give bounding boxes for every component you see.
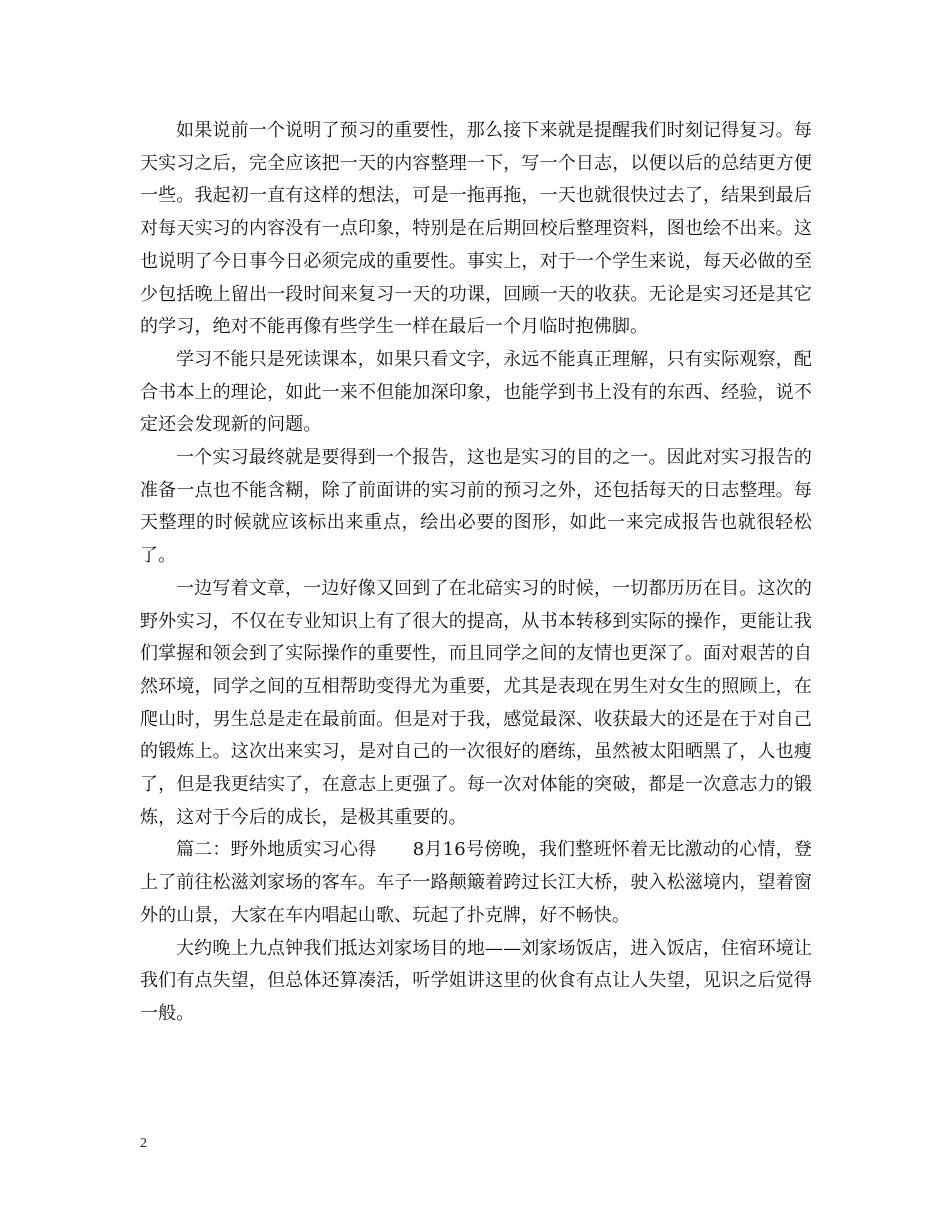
paragraph-part-two-intro: 篇二：野外地质实习心得 8月16号傍晚，我们整班怀着无比激动的心情，登上了前往松滋刘家场的客车。车子一路颠簸着跨过长江大桥，驶入松滋境内，望着窗外的山景，大家在车内唱起山歌、玩起了扑克牌，好不畅快。 (140, 839, 812, 926)
paragraph-report: 一个实习最终就是要得到一个报告，这也是实习的目的之一。因此对实习报告的准备一点也不能含糊，除了前面讲的实习前的预习之外，还包括每天的日志整理。每天整理的时候就应该标出来重点，绘出必要的图形，如此一来完成报告也就很轻松了。 (140, 447, 812, 567)
page-number: 2 (140, 1136, 147, 1151)
paragraph-reflection: 一边写着文章，一边好像又回到了在北碚实习的时候，一切都历历在目。这次的野外实习，不仅在专业知识上有了很大的提高，从书本转移到实际的操作，更能让我们掌握和领会到了实际操作的重要性，而且同学之间的友情也更深了。面对艰苦的自然环境，同学之间的互相帮助变得尤为重要，尤其是表现在男生对女生的照顾上，在爬山时，男生总是走在最前面。但是对于我，感觉最深、收获最大的还是在于对自己的锻炼上。这次出来实习，是对自己的一次很好的磨练，虽然被太阳晒黑了，人也瘦了，但是我更结实了，在意志上更强了。每一次对体能的突破，都是一次意志力的锻炼，这对于今后的成长，是极其重要的。 (140, 577, 812, 828)
paragraph-review: 如果说前一个说明了预习的重要性，那么接下来就是提醒我们时刻记得复习。每天实习之后，完全应该把一天的内容整理一下，写一个日志，以便以后的总结更方便一些。我起初一直有这样的想法，可是一拖再拖，一天也就很快过去了，结果到最后对每天实习的内容没有一点印象，特别是在后期回校后整理资料，图也绘不出来。这也说明了今日事今日必须完成的重要性。事实上，对于一个学生来说，每天必做的至少包括晚上留出一段时间来复习一天的功课，回顾一天的收获。无论是实习还是其它的学习，绝对不能再像有些学生一样在最后一个月临时抱佛脚。 (140, 120, 812, 338)
paragraph-observation: 学习不能只是死读课本，如果只看文字，永远不能真正理解，只有实际观察，配合书本上的理论，如此一来不但能加深印象，也能学到书上没有的东西、经验，说不定还会发现新的问题。 (140, 348, 812, 436)
paragraph-arrival: 大约晚上九点钟我们抵达刘家场目的地——刘家场饭店，进入饭店，住宿环境让我们有点失望，但总体还算凑活，听学姐讲这里的伙食有点让人失望，见识之后觉得一般。 (140, 937, 812, 1024)
document-body (140, 115, 812, 1031)
